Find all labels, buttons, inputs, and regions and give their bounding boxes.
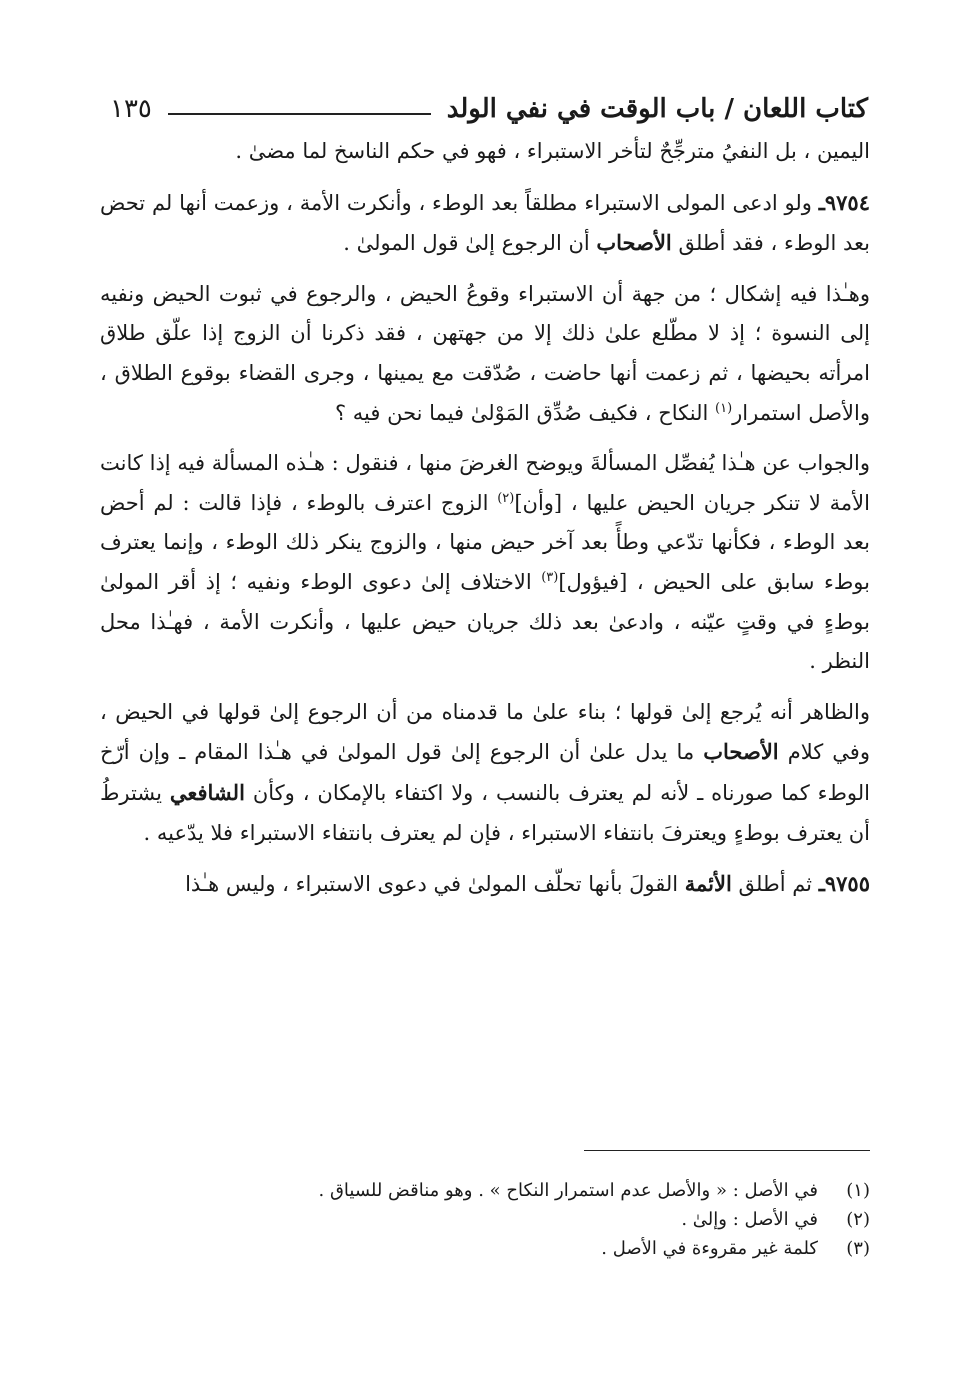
footnote-text: في الأصل : وإلىٰ . [681,1209,818,1230]
bold-term: الأئمة [684,871,732,897]
footnote-number: (٢) [846,1209,870,1230]
footnote-number: (١) [846,1180,870,1201]
footnote-text: كلمة غير مقروءة في الأصل . [601,1238,818,1259]
running-header [110,84,868,124]
footnote-divider [584,1150,870,1151]
footnote-ref-3[interactable]: (٣) [541,569,559,585]
header-rule [168,113,431,115]
footnote-ref-1[interactable]: (١) [715,400,733,416]
paragraph-objection: وهـٰذا فيه إشكال ؛ من جهة أن الاستبراء وقوعُ الحيض ، والرجوع في ثبوت الحيض ونفيه إلى النسوة ؛ إذ لا مطّلع علىٰ ذلك إلا من جهتهن ، فقد ذكرنا أن الزوج إذا علّق طلاق امرأته بحيضها ، ثم زعمت أنها حاضت ، صُدّقت مع يمينها ، وجرى القضاء بوقوع الطلاق ، والأصل استمرار$^{(١)}$ النكاح ، فكيف صُدِّق المَوْلىٰ فيما نحن فيه ؟ [100,281,870,425]
paragraph-continuation: اليمين ، بل النفيُ مترجِّحٌ لتأخر الاستبراء ، فهو في حكم الناسخ لما مضىٰ . [235,139,870,163]
footnote-ref-2[interactable]: (٢) [497,490,515,506]
paragraph-9755: ٩٧٥٥ـ ثم أطلق الأئمة القولَ بأنها تحلّف المولىٰ في دعوى الاستبراء ، وليس هـٰذا [185,871,870,897]
bold-term: الأصحاب [596,230,672,256]
bold-term: الأصحاب [703,739,779,765]
bold-term: الشافعي [169,779,245,805]
paragraph-answer: والجواب عن هـٰذا يُفصِّل المسألةَ ويوضح الغرضَ منها ، فنقول : هـٰذه المسألة فيه إذا كانت الأمة لا تنكر جريان الحيض عليها ، [وأن]$^{(٢)}$ الزوج اعترف بالوطء ، فإذا قالت : لم أحض بعد الوطء ، فكأنها تدّعي وطأً بعد آخر حيض منها ، والزوج ينكر ذلك الوطء ، وإنما يعترف بوطء سابق على الحيض ، [فيؤول]$^{(٣)}$ الاختلاف إلىٰ دعوى الوطء ونفيه ؛ إذ أقر المولىٰ بوطءٍ في وقتٍ عيّنه ، وادعىٰ بعد ذلك جريان حيض عليها ، وأنكرت الأمة ، فهـٰذا محل النظر . [100,451,871,674]
page-number: ١٣٥ [110,94,152,124]
footnote-item [100,1234,870,1263]
header-title: كتاب اللعان / باب الوقت في نفي الولد [446,94,868,124]
footnote-text: في الأصل : « والأصل عدم استمرار النكاح » . وهو مناقض للسياق . [318,1180,818,1201]
footnote-number: (٣) [846,1238,870,1259]
paragraph-9754: ٩٧٥٤ـ ولو ادعى المولى الاستبراء مطلقاً بعد الوطء ، وأنكرت الأمة ، وزعمت أنها لم تحض بعد الوطء ، فقد أطلق الأصحاب أن الرجوع إلىٰ قول المولىٰ . [100,189,870,256]
paragraph-apparent: والظاهر أنه يُرجع إلىٰ قولها ؛ بناء علىٰ ما قدمناه من أن الرجوع إلىٰ قولها في الحيض ، وفي كلام الأصحاب ما يدل علىٰ أن الرجوع إلىٰ قول المولىٰ في هـٰذا المقام ـ وإن أرّخ الوطء كما صورناه ـ لأنه لم يعترف بالنسب ، ولا اكتفاء بالإمكان ، وكأن الشافعي يشترطُ أن يعترف بوطءٍ ويعترفَ بانتفاء الاستبراء ، فإن لم يعترف بانتفاء الاستبراء فلا يدّعيه . [100,699,870,845]
issue-number: ٩٧٥٥ـ [818,871,870,897]
footnote-item [100,1205,870,1234]
main-text [100,132,870,905]
footnote-item [100,1176,870,1205]
issue-number: ٩٧٥٤ـ [818,189,870,215]
footnotes [100,1176,870,1263]
